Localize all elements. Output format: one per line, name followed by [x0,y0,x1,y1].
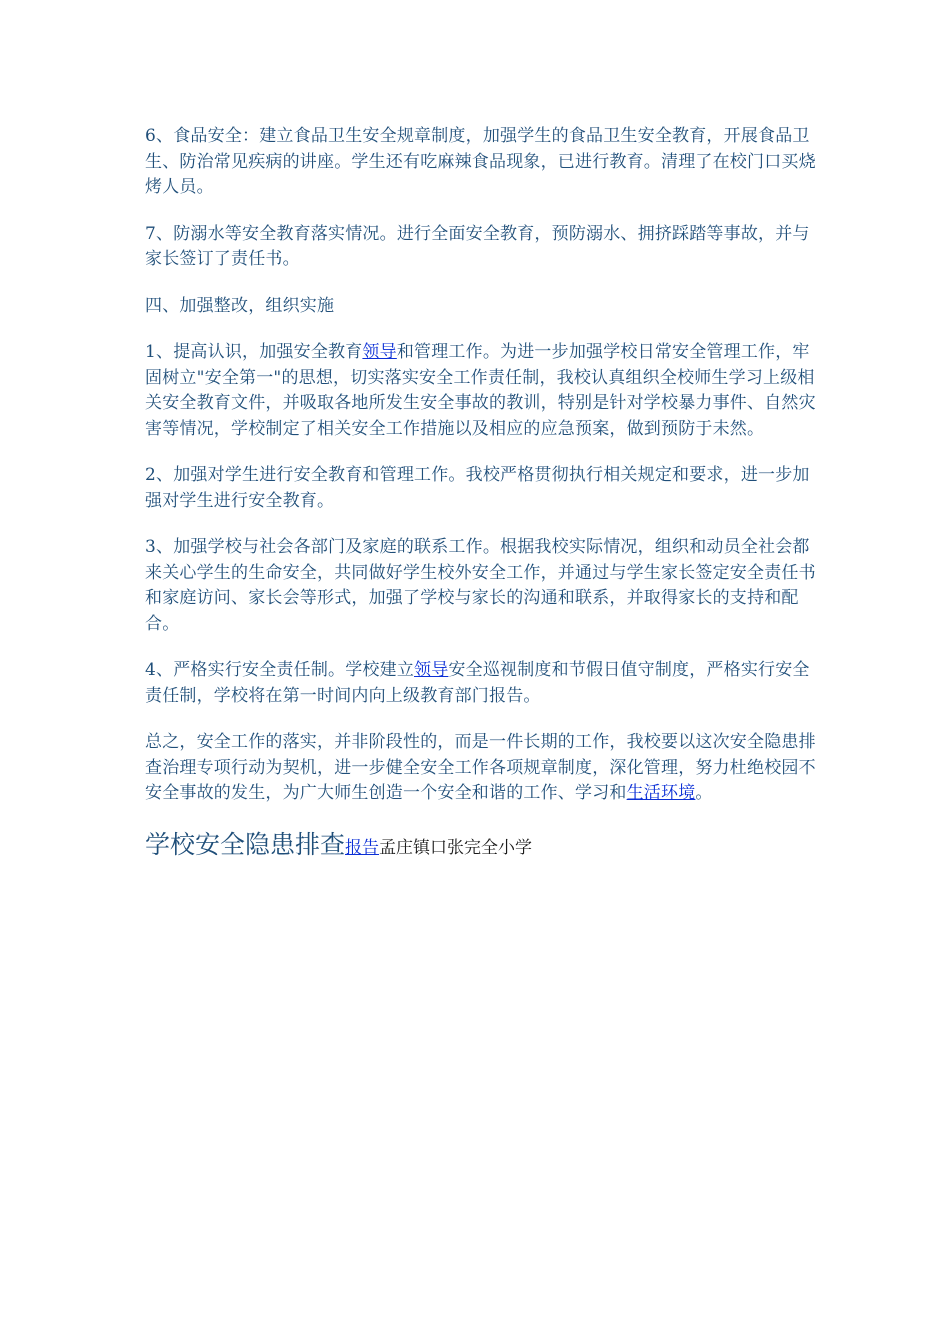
paragraph-text-after: 和管理工作。为进一步加强学校日常安全管理工作，牢固树立"安全第一"的思想，切实落实安全工作责任制，我校认真组织全校师生学习上级相关安全教育文件，并吸取各地所发生安全事故的教训，特别是针对学校暴力事件、自然灾害等情况，学校制定了相关安全工作措施以及相应的应急预案，做到预防于未然。 [145,342,816,439]
document-title [145,828,825,865]
paragraph-text: 2、加强对学生进行安全教育和管理工作。我校严格贯彻执行相关规定和要求，进一步加强对学生进行安全教育。 [145,465,810,511]
paragraph-text-before: 总之，安全工作的落实，并非阶段性的，而是一件长期的工作，我校要以这次安全隐患排查治理专项行动为契机，进一步健全安全工作各项规章制度，深化管理，努力杜绝校园不安全事故的发生，为广大师生创造一个安全和谐的工作、学习和 [145,732,816,803]
document-title-text: 学校安全隐患排查 [145,829,346,859]
paragraph-drowning-prevention [145,222,825,273]
paragraph-item-1 [145,340,825,442]
paragraph-text-before: 1、提高认识，加强安全教育 [145,342,363,362]
paragraph-item-4 [145,658,825,709]
paragraph-text-after: 。 [695,783,713,803]
paragraph-text-after: 安全巡视制度和节假日值守制度，严格实行安全责任制，学校将在第一时间内向上级教育部门报告。 [145,660,810,706]
living-environment-link[interactable]: 生活环境 [626,783,696,803]
paragraph-food-safety [145,124,825,201]
paragraph-text: 7、防溺水等安全教育落实情况。进行全面安全教育，预防溺水、拥挤踩踏等事故，并与家长签订了责任书。 [145,223,810,269]
paragraph-text: 6、食品安全：建立食品卫生安全规章制度，加强学生的食品卫生安全教育，开展食品卫生、防治常见疾病的讲座。学生还有吃麻辣食品现象，已进行教育。清理了在校门口买烧烤人员。 [145,126,816,197]
section-heading-rectification [145,294,825,320]
paragraph-summary [145,730,825,807]
paragraph-text-before: 4、严格实行安全责任制。学校建立 [145,660,415,680]
school-name: 孟庄镇口张完全小学 [379,837,533,858]
document-body [145,124,825,865]
paragraph-item-3 [145,535,825,637]
leadership-link[interactable]: 领导 [362,342,397,362]
leadership-link[interactable]: 领导 [414,660,449,680]
paragraph-text: 3、加强学校与社会各部门及家庭的联系工作。根据我校实际情况，组织和动员全社会都来关心学生的生命安全，共同做好学生校外安全工作，并通过与学生家长签定安全责任书和家庭访问、家长会等形式，加强了学校与家长的沟通和联系，并取得家长的支持和配合。 [145,537,816,634]
section-heading-text: 四、加强整改，组织实施 [145,295,335,316]
report-link[interactable]: 报告 [345,837,380,858]
paragraph-item-2 [145,463,825,514]
